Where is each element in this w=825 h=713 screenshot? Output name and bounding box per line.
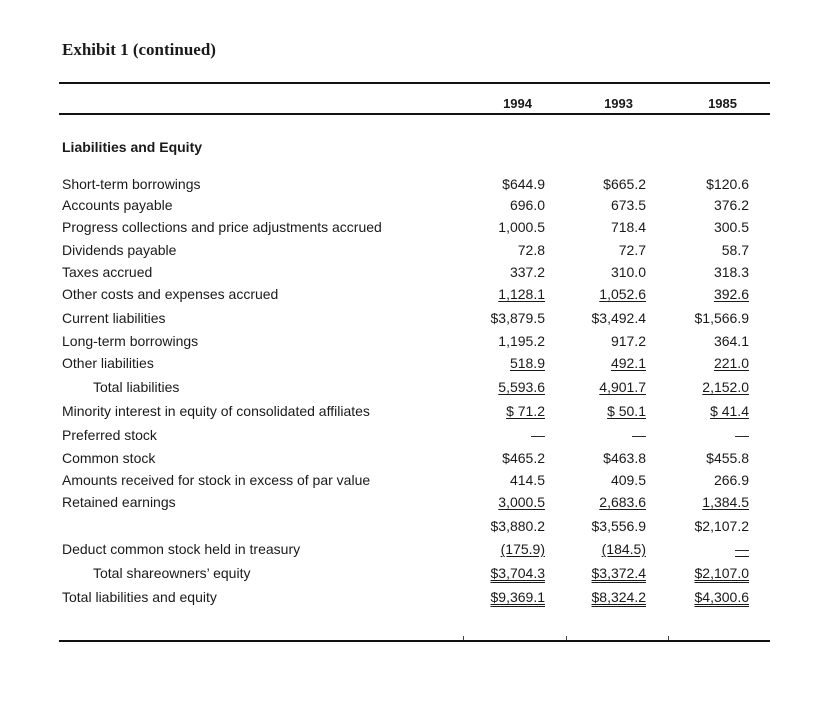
table-row (0, 355, 825, 375)
table-row (0, 472, 825, 492)
table-row (0, 403, 825, 423)
value-1985: $1,566.9 (694, 310, 749, 326)
value-1994: 72.8 (517, 242, 545, 258)
value-1994: (175.9) (500, 541, 545, 557)
value-1993: (184.5) (601, 541, 646, 557)
table-row (0, 541, 825, 561)
value-1993: 673.5 (610, 197, 646, 213)
value-1985: $120.6 (706, 176, 749, 192)
value-1985: $2,107.2 (694, 518, 749, 534)
value-1993: 917.2 (610, 333, 646, 349)
value-1994: 337.2 (509, 264, 545, 280)
table-row (0, 242, 825, 262)
value-1993: 4,901.7 (599, 379, 646, 395)
value-1985: 318.3 (713, 264, 749, 280)
value-1994: $ 71.2 (506, 403, 545, 419)
row-label: Common stock (62, 450, 156, 466)
top-rule (59, 82, 770, 84)
exhibit-title: Exhibit 1 (continued) (62, 40, 216, 59)
value-1993: 492.1 (610, 355, 646, 371)
year-header: 1993 (604, 96, 633, 111)
value-1985: 2,152.0 (702, 379, 749, 395)
table-row (0, 494, 825, 514)
table-row (0, 450, 825, 470)
value-1985: — (735, 427, 749, 443)
value-1994: 5,593.6 (498, 379, 545, 395)
row-label: Total liabilities (93, 379, 180, 395)
value-1985: $2,107.0 (694, 565, 749, 581)
row-label: Total shareowners’ equity (93, 565, 251, 581)
table-row (0, 333, 825, 353)
year-header: 1994 (503, 96, 532, 111)
row-label: Dividends payable (62, 242, 177, 258)
value-1985: 364.1 (713, 333, 749, 349)
value-1993: $665.2 (603, 176, 646, 192)
value-1994: 1,195.2 (498, 333, 545, 349)
row-label: Short-term borrowings (62, 176, 201, 192)
value-1985: $ 41.4 (710, 403, 749, 419)
value-1994: $3,704.3 (490, 565, 545, 581)
value-1993: 1,052.6 (599, 286, 646, 302)
value-1994: 696.0 (509, 197, 545, 213)
value-1993: 2,683.6 (599, 494, 646, 510)
row-label: Deduct common stock held in treasury (62, 541, 301, 557)
table-row (0, 518, 825, 538)
section-heading: Liabilities and Equity (62, 139, 203, 155)
row-label: Minority interest in equity of consolidated affiliates (62, 403, 370, 419)
value-1985: $455.8 (706, 450, 749, 466)
row-label: Other costs and expenses accrued (62, 286, 279, 302)
table-row (0, 286, 825, 306)
value-1994: 3,000.5 (498, 494, 545, 510)
value-1993: $3,492.4 (591, 310, 646, 326)
row-label: Other liabilities (62, 355, 154, 371)
value-1993: $463.8 (603, 450, 646, 466)
table-row (0, 427, 825, 447)
value-1994: 1,000.5 (498, 219, 545, 235)
table-row (0, 219, 825, 239)
table-row (0, 310, 825, 330)
table-row (0, 589, 825, 609)
value-1993: 72.7 (618, 242, 646, 258)
value-1993: 310.0 (610, 264, 646, 280)
value-1985: — (735, 541, 749, 557)
value-1993: 409.5 (610, 472, 646, 488)
value-1985: 300.5 (713, 219, 749, 235)
value-1993: 718.4 (610, 219, 646, 235)
row-label: Total liabilities and equity (62, 589, 217, 605)
row-label: Long-term borrowings (62, 333, 199, 349)
value-1993: $8,324.2 (591, 589, 646, 605)
table-row (0, 176, 825, 196)
value-1993: $3,556.9 (591, 518, 646, 534)
table-row (0, 379, 825, 399)
value-1994: — (531, 427, 545, 443)
value-1985: 221.0 (713, 355, 749, 371)
bottom-rule (59, 640, 770, 642)
year-header: 1985 (708, 96, 737, 111)
header-rule (59, 113, 770, 115)
value-1994: $644.9 (502, 176, 545, 192)
row-label: Preferred stock (62, 427, 157, 443)
value-1994: $465.2 (502, 450, 545, 466)
value-1994: 518.9 (509, 355, 545, 371)
row-label: Retained earnings (62, 494, 176, 510)
value-1994: $9,369.1 (490, 589, 545, 605)
row-label: Amounts received for stock in excess of par value (62, 472, 371, 488)
value-1993: — (632, 427, 646, 443)
value-1994: $3,879.5 (490, 310, 545, 326)
table-row (0, 264, 825, 284)
table-row (0, 197, 825, 217)
table-row (0, 565, 825, 585)
value-1985: $4,300.6 (694, 589, 749, 605)
value-1985: 392.6 (713, 286, 749, 302)
value-1985: 58.7 (721, 242, 749, 258)
value-1994: $3,880.2 (490, 518, 545, 534)
value-1994: 1,128.1 (498, 286, 545, 302)
row-label: Current liabilities (62, 310, 166, 326)
row-label: Accounts payable (62, 197, 173, 213)
value-1985: 1,384.5 (702, 494, 749, 510)
value-1985: 376.2 (713, 197, 749, 213)
value-1993: $3,372.4 (591, 565, 646, 581)
value-1985: 266.9 (713, 472, 749, 488)
value-1994: 414.5 (509, 472, 545, 488)
row-label: Taxes accrued (62, 264, 153, 280)
row-label: Progress collections and price adjustments accrued (62, 219, 382, 235)
value-1993: $ 50.1 (607, 403, 646, 419)
